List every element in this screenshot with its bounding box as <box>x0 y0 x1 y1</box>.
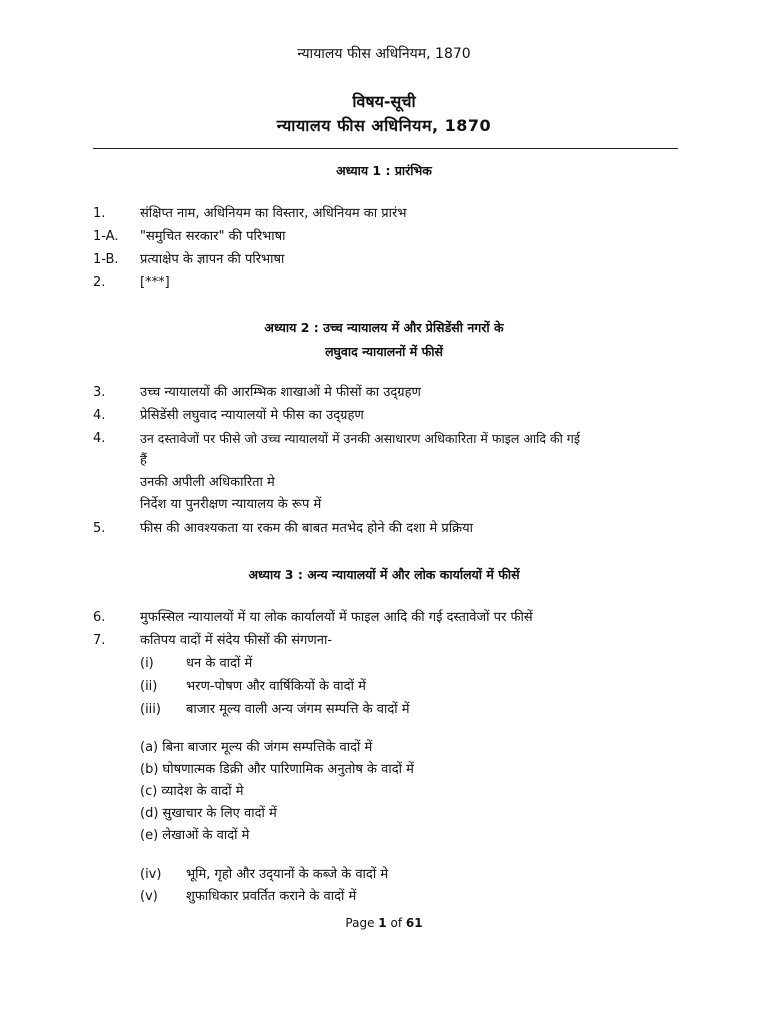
entry-number: 1-B. <box>93 252 119 267</box>
entry-text: प्रेसिडेंसी लघुवाद न्यायालयों मे फीस का उद्ग्रहण <box>140 408 364 423</box>
entry-text: उन दस्तावेजों पर फीसे जो उच्च न्यायालयों में उनकी असाधारण अधिकारिता में फाइल आदि की गई <box>140 431 580 446</box>
entry-text: मुफस्सिल न्यायालयों में या लोक कार्यालयों में फाइल आदि की गई दस्तावेजों पर फीसें <box>140 610 533 625</box>
chapter-2-heading-line-2: लघुवाद न्यायालनों में फीसें <box>325 344 443 359</box>
entry-text: कतिपय वादों में संदेय फीसों की संगणना- <box>140 633 333 648</box>
of-word: of <box>390 916 403 930</box>
entry-number: 1. <box>93 206 106 221</box>
chapter-1-heading: अध्याय 1 : प्रारंभिक <box>336 163 432 178</box>
entry-number: 4. <box>93 431 106 446</box>
title-divider <box>93 148 678 149</box>
lettered-entry: (c) व्यादेश के वादों मे <box>140 784 244 799</box>
toc-title: विषय-सूची <box>352 92 416 111</box>
entry-number: 2. <box>93 275 106 290</box>
entry-continuation: निर्देश या पुनरीक्षण न्यायालय के रूप में <box>140 497 322 512</box>
chapter-2-heading-line-1: अध्याय 2 : उच्च न्यायालय में और प्रेसिडेंसी नगरों के <box>264 320 504 335</box>
sub-entry-text: धन के वादों में <box>186 656 253 671</box>
sub-entry-text: शुफाधिकार प्रवर्तित कराने के वादों में <box>186 889 357 904</box>
entry-number: 1-A. <box>93 229 119 244</box>
total-pages: 61 <box>405 916 423 930</box>
sub-entry-number: (i) <box>140 656 154 671</box>
entry-number: 5. <box>93 521 106 536</box>
sub-entry-text: भरण-पोषण और वार्षिकियों के वादों में <box>186 679 366 694</box>
lettered-entry: (a) बिना बाजार मूल्य की जंगम सम्पत्तिके वादों में <box>140 740 373 755</box>
sub-entry-text: बाजार मूल्य वाली अन्य जंगम सम्पत्ति के वादों में <box>186 702 410 717</box>
sub-entry-text: भूमि, गृहो और उद्‌यानों के कब्जे के वादों मे <box>186 867 389 882</box>
sub-entry-number: (iv) <box>140 867 162 882</box>
running-header: न्यायालय फीस अधिनियम, 1870 <box>297 46 471 62</box>
entry-continuation: हैं <box>140 453 147 468</box>
entry-text: उच्च न्यायालयों की आरम्भिक शाखाओं मे फीसों का उद्ग्रहण <box>140 385 421 400</box>
entry-number: 4. <box>93 408 106 423</box>
lettered-entry: (e) लेखाओं के वादों मे <box>140 828 250 843</box>
page-word: Page <box>345 916 375 930</box>
current-page-number: 1 <box>378 916 387 930</box>
entry-number: 6. <box>93 610 106 625</box>
entry-text: प्रत्याक्षेप के ज्ञापन की परिभाषा <box>140 252 285 267</box>
chapter-3-heading: अध्याय 3 : अन्य न्यायालयों में और लोक कार्यालयों में फीसें <box>248 567 520 582</box>
entry-number: 3. <box>93 385 106 400</box>
sub-entry-number: (v) <box>140 889 158 904</box>
entry-text: फीस की आवश्यकता या रकम की बाबत मतभेद होने की दशा मे प्रक्रिया <box>140 521 474 536</box>
lettered-entry: (b) घोषणात्मक डिक्री और पारिणामिक अनुतोष के वादों में <box>140 762 414 777</box>
entry-text: [***] <box>140 275 170 290</box>
page-footer <box>0 916 768 930</box>
entry-text: संक्षिप्त नाम, अधिनियम का विस्तार, अधिनियम का प्रारंभ <box>140 206 407 221</box>
sub-entry-number: (ii) <box>140 679 158 694</box>
act-title: न्यायालय फीस अधिनियम, 1870 <box>276 116 492 135</box>
lettered-entry: (d) सुखाचार के लिए वादों में <box>140 806 277 821</box>
entry-text: "समुचित सरकार" की परिभाषा <box>140 229 286 244</box>
sub-entry-number: (iii) <box>140 702 161 717</box>
entry-number: 7. <box>93 633 106 648</box>
entry-continuation: उनकी अपीली अधिकारिता मे <box>140 475 275 490</box>
